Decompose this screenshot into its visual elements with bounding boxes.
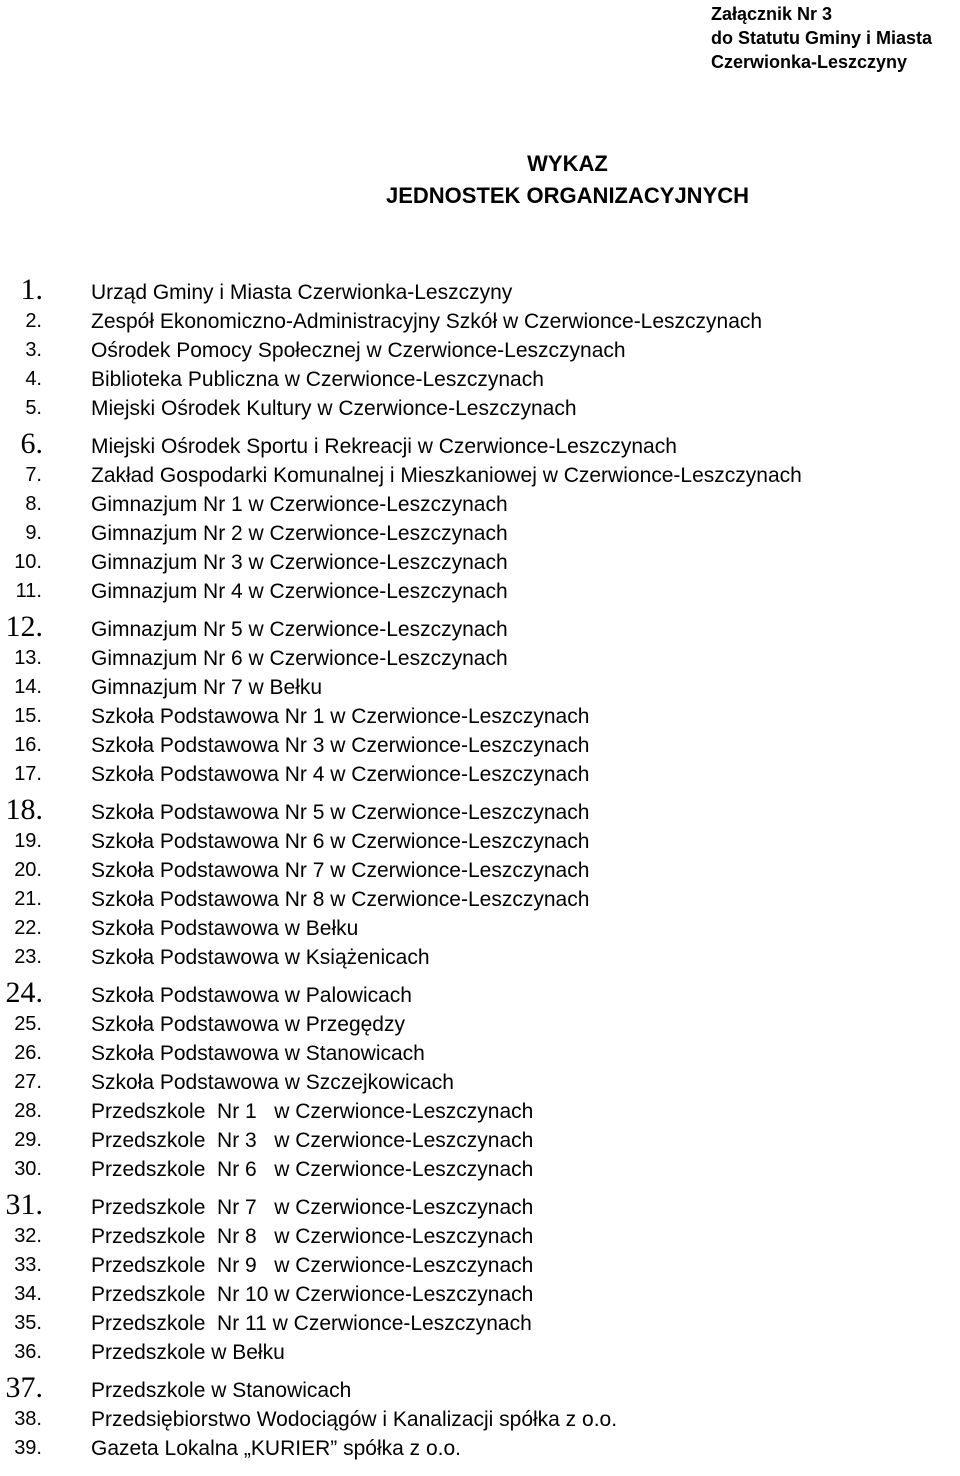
- list-item-number: 22.: [14, 917, 42, 939]
- list-item-number: 36.: [14, 1341, 42, 1363]
- list-item: [0, 1225, 960, 1254]
- list-item-number: 33.: [14, 1254, 42, 1276]
- list-item: [0, 1158, 960, 1187]
- list-item-number: 16.: [14, 734, 42, 756]
- list-item-number: 34.: [14, 1283, 42, 1305]
- list-item-number: 5.: [25, 397, 42, 419]
- document-title: [0, 148, 960, 212]
- list-item: [0, 1013, 960, 1042]
- list-item: [0, 1254, 960, 1283]
- list-item-text: Przedszkole Nr 1 w Czerwionce-Leszczynach: [91, 1100, 534, 1123]
- list-item-number: 38.: [14, 1408, 42, 1430]
- list-item: [0, 551, 960, 580]
- list-item-text: Ośrodek Pomocy Społecznej w Czerwionce-Leszczynach: [91, 339, 626, 362]
- list-item-text: Zespół Ekonomiczno-Administracyjny Szkół w Czerwionce-Leszczynach: [91, 310, 763, 333]
- list-item-number: 9.: [25, 522, 42, 544]
- list-item: [0, 859, 960, 888]
- list-item-number: 26.: [14, 1042, 42, 1064]
- list-item: [0, 975, 960, 1013]
- list-item-text: Gimnazjum Nr 6 w Czerwionce-Leszczynach: [91, 647, 508, 670]
- list-item-text: Gimnazjum Nr 2 w Czerwionce-Leszczynach: [91, 522, 508, 545]
- list-item-number: 30.: [14, 1158, 42, 1180]
- list-item-text: Gazeta Lokalna „KURIER” spółka z o.o.: [91, 1437, 462, 1460]
- list-item-text: Szkoła Podstawowa w Palowicach: [91, 984, 412, 1007]
- list-item-number: 11.: [15, 580, 42, 602]
- list-item: [0, 763, 960, 792]
- list-item-text: Szkoła Podstawowa Nr 8 w Czerwionce-Leszczynach: [91, 888, 590, 911]
- list-item-text: Przedszkole Nr 6 w Czerwionce-Leszczynach: [91, 1158, 534, 1181]
- list-item-number: 31.: [5, 1188, 43, 1221]
- list-item-text: Gimnazjum Nr 5 w Czerwionce-Leszczynach: [91, 618, 508, 641]
- list-item: [0, 1437, 960, 1466]
- list-item-text: Szkoła Podstawowa Nr 5 w Czerwionce-Leszczynach: [91, 801, 590, 824]
- list-item-text: Gimnazjum Nr 1 w Czerwionce-Leszczynach: [91, 493, 508, 516]
- list-item-text: Gimnazjum Nr 7 w Bełku: [91, 676, 323, 699]
- list-item-text: Miejski Ośrodek Sportu i Rekreacji w Czerwionce-Leszczynach: [91, 435, 677, 458]
- list-item-number: 39.: [14, 1437, 42, 1459]
- unit-list: [0, 272, 960, 1466]
- list-item-text: Gimnazjum Nr 3 w Czerwionce-Leszczynach: [91, 551, 508, 574]
- list-item: [0, 397, 960, 426]
- list-item: [0, 272, 960, 310]
- list-item-number: 25.: [14, 1013, 42, 1035]
- list-item: [0, 1408, 960, 1437]
- list-item: [0, 792, 960, 830]
- list-item: [0, 888, 960, 917]
- list-item-text: Przedszkole w Stanowicach: [91, 1379, 352, 1402]
- list-item: [0, 580, 960, 609]
- list-item: [0, 339, 960, 368]
- list-item-number: 18.: [5, 793, 43, 826]
- list-item-number: 13.: [14, 647, 42, 669]
- annex-header: [711, 2, 932, 74]
- list-item-text: Przedszkole w Bełku: [91, 1341, 285, 1364]
- list-item-number: 4.: [25, 368, 42, 390]
- list-item-text: Przedszkole Nr 8 w Czerwionce-Leszczynach: [91, 1225, 534, 1248]
- list-item-text: Przedszkole Nr 11 w Czerwionce-Leszczynach: [91, 1312, 532, 1335]
- list-item-number: 24.: [5, 976, 43, 1009]
- title-line-1: WYKAZ: [527, 151, 608, 176]
- list-item-number: 35.: [14, 1312, 42, 1334]
- list-item-text: Szkoła Podstawowa Nr 4 w Czerwionce-Leszczynach: [91, 763, 590, 786]
- list-item-number: 29.: [14, 1129, 42, 1151]
- list-item: [0, 368, 960, 397]
- list-item: [0, 705, 960, 734]
- list-item-number: 21.: [14, 888, 42, 910]
- list-item-text: Przedszkole Nr 9 w Czerwionce-Leszczynach: [91, 1254, 534, 1277]
- list-item-text: Szkoła Podstawowa Nr 6 w Czerwionce-Leszczynach: [91, 830, 590, 853]
- list-item-number: 28.: [14, 1100, 42, 1122]
- list-item: [0, 310, 960, 339]
- list-item: [0, 647, 960, 676]
- list-item-number: 14.: [14, 676, 42, 698]
- list-item-number: 32.: [14, 1225, 42, 1247]
- list-item-text: Biblioteka Publiczna w Czerwionce-Leszczynach: [91, 368, 544, 391]
- list-item-number: 15.: [14, 705, 42, 727]
- list-item: [0, 917, 960, 946]
- list-item: [0, 830, 960, 859]
- annex-line-2: do Statutu Gminy i Miasta: [711, 28, 933, 48]
- list-item-text: Miejski Ośrodek Kultury w Czerwionce-Leszczynach: [91, 397, 577, 420]
- list-item: [0, 1100, 960, 1129]
- list-item-text: Przedszkole Nr 7 w Czerwionce-Leszczynach: [91, 1196, 534, 1219]
- list-item-number: 20.: [14, 859, 42, 881]
- list-item-text: Szkoła Podstawowa w Książenicach: [91, 946, 430, 969]
- list-item-number: 37.: [5, 1371, 43, 1404]
- list-item: [0, 1341, 960, 1370]
- annex-line-1: Załącznik Nr 3: [711, 4, 833, 24]
- list-item: [0, 1283, 960, 1312]
- annex-line-3: Czerwionka-Leszczyny: [711, 52, 908, 72]
- list-item-number: 17.: [14, 763, 42, 785]
- list-item-number: 7.: [25, 464, 42, 486]
- list-item-text: Zakład Gospodarki Komunalnej i Mieszkaniowej w Czerwionce-Leszczynach: [91, 464, 802, 487]
- list-item-text: Szkoła Podstawowa Nr 1 w Czerwionce-Leszczynach: [91, 705, 590, 728]
- list-item-text: Szkoła Podstawowa w Szczejkowicach: [91, 1071, 454, 1094]
- list-item-number: 10.: [14, 551, 42, 573]
- list-item-text: Urząd Gminy i Miasta Czerwionka-Leszczyny: [91, 281, 513, 304]
- list-item-text: Szkoła Podstawowa w Stanowicach: [91, 1042, 425, 1065]
- list-item: [0, 1071, 960, 1100]
- list-item-number: 8.: [25, 493, 42, 515]
- list-item: [0, 1042, 960, 1071]
- title-line-2: JEDNOSTEK ORGANIZACYJNYCH: [385, 183, 750, 208]
- list-item-number: 3.: [25, 339, 42, 361]
- list-item: [0, 609, 960, 647]
- list-item-text: Szkoła Podstawowa w Bełku: [91, 917, 359, 940]
- list-item-text: Szkoła Podstawowa w Przegędzy: [91, 1013, 405, 1036]
- list-item: [0, 1312, 960, 1341]
- list-item-text: Gimnazjum Nr 4 w Czerwionce-Leszczynach: [91, 580, 508, 603]
- list-item: [0, 676, 960, 705]
- list-item-number: 27.: [14, 1071, 42, 1093]
- list-item-number: 2.: [25, 310, 42, 332]
- list-item-number: 6.: [20, 427, 43, 460]
- list-item-number: 12.: [5, 610, 43, 643]
- list-item-number: 23.: [14, 946, 42, 968]
- list-item: [0, 1187, 960, 1225]
- list-item: [0, 522, 960, 551]
- list-item-text: Przedszkole Nr 3 w Czerwionce-Leszczynach: [91, 1129, 534, 1152]
- list-item-text: Przedsiębiorstwo Wodociągów i Kanalizacji spółka z o.o.: [91, 1408, 618, 1431]
- list-item: [0, 946, 960, 975]
- list-item: [0, 426, 960, 464]
- list-item: [0, 734, 960, 763]
- list-item: [0, 493, 960, 522]
- list-item: [0, 1370, 960, 1408]
- list-item-text: Szkoła Podstawowa Nr 7 w Czerwionce-Leszczynach: [91, 859, 590, 882]
- list-item-text: Szkoła Podstawowa Nr 3 w Czerwionce-Leszczynach: [91, 734, 590, 757]
- list-item-number: 1.: [20, 273, 43, 306]
- list-item: [0, 464, 960, 493]
- list-item-number: 19.: [14, 830, 42, 852]
- list-item-text: Przedszkole Nr 10 w Czerwionce-Leszczynach: [91, 1283, 534, 1306]
- list-item: [0, 1129, 960, 1158]
